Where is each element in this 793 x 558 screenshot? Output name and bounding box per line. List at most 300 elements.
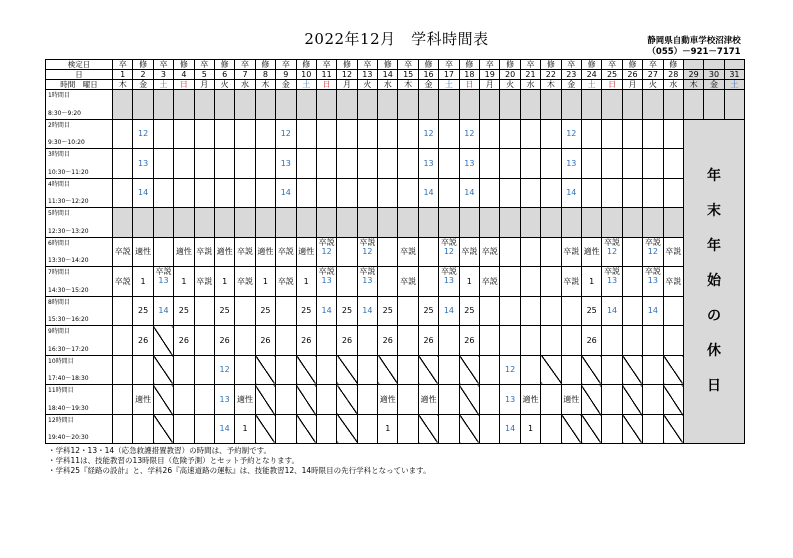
- jikan-label: 時間 曜日: [46, 80, 113, 90]
- lecture-label: 卒説: [359, 237, 376, 247]
- schedule-cell: [194, 208, 214, 238]
- weekday-row-cell: 水: [235, 80, 255, 90]
- schedule-cell: [500, 90, 520, 120]
- schedule-cell: [520, 237, 540, 267]
- schedule-cell: [459, 385, 479, 415]
- schedule-cell: 25: [133, 296, 153, 326]
- schedule-cell: [663, 149, 683, 179]
- schedule-cell: [643, 326, 663, 356]
- schedule-cell: [500, 296, 520, 326]
- schedule-cell: [520, 326, 540, 356]
- schedule-cell: 12: [276, 119, 296, 149]
- day-row-cell: 3: [153, 70, 173, 80]
- schedule-cell: 25: [255, 296, 275, 326]
- schedule-cell: [581, 149, 601, 179]
- period-label: [46, 296, 113, 326]
- weekday-row-cell: 火: [643, 80, 663, 90]
- period-time: 13:30～14:20: [48, 257, 89, 264]
- schedule-cell: 14: [357, 296, 377, 326]
- schedule-cell: [214, 90, 234, 120]
- schedule-cell: [174, 90, 194, 120]
- day-row-cell: 2: [133, 70, 153, 80]
- lecture-label: 卒説: [359, 267, 376, 276]
- school-phone: （055）－921－7171: [647, 47, 741, 57]
- schedule-cell: [480, 119, 500, 149]
- schedule-cell: 1: [235, 414, 255, 444]
- schedule-cell: [316, 90, 336, 120]
- period-name: 6時間目: [48, 239, 70, 247]
- period-time: 16:30～17:20: [48, 345, 89, 353]
- kentei-row-cell: 修: [663, 60, 683, 70]
- lecture-label: 卒説: [318, 237, 335, 247]
- schedule-cell: [520, 119, 540, 149]
- schedule-cell: [643, 237, 663, 267]
- schedule-cell: [316, 149, 336, 179]
- note-2: ・学科11は、技能教習の13時限目（危険予測）とセット予約となります。: [48, 456, 299, 465]
- day-row-cell: 4: [174, 70, 194, 80]
- lecture-label: 卒説: [318, 267, 335, 276]
- schedule-cell: [398, 296, 418, 326]
- schedule-cell: 13: [500, 385, 520, 415]
- schedule-cell: 26: [296, 326, 316, 356]
- schedule-cell: [235, 90, 255, 120]
- lecture-number: 12: [362, 246, 373, 256]
- lecture-label: 卒説: [604, 237, 621, 247]
- kentei-row-cell: 卒: [439, 60, 459, 70]
- schedule-cell: [316, 178, 336, 208]
- kentei-row-cell: 修: [459, 60, 479, 70]
- schedule-cell: [602, 119, 622, 149]
- schedule-cell: [480, 355, 500, 385]
- schedule-cell: [622, 326, 642, 356]
- schedule-cell: [113, 296, 133, 326]
- schedule-cell: [643, 119, 663, 149]
- schedule-cell: 卒説: [663, 267, 683, 297]
- period-name: 9時間目: [48, 328, 70, 335]
- schedule-cell: [602, 178, 622, 208]
- schedule-cell: [153, 149, 173, 179]
- schedule-cell: [378, 355, 398, 385]
- period-label: [46, 355, 113, 385]
- kentei-row-cell: 卒: [153, 60, 173, 70]
- schedule-cell: [398, 414, 418, 444]
- schedule-cell: 13: [459, 149, 479, 179]
- schedule-cell: [663, 355, 683, 385]
- period-time: 12:30～13:20: [48, 227, 89, 235]
- schedule-cell: [581, 355, 601, 385]
- schedule-cell: [194, 296, 214, 326]
- schedule-cell: [174, 414, 194, 444]
- schedule-cell: [480, 149, 500, 179]
- schedule-cell: [316, 267, 336, 297]
- period-row: [46, 208, 745, 238]
- schedule-cell: [133, 414, 153, 444]
- schedule-cell: [561, 208, 581, 238]
- kentei-row-cell: 修: [214, 60, 234, 70]
- schedule-cell: [622, 385, 642, 415]
- period-row: [46, 178, 745, 208]
- schedule-cell: [337, 90, 357, 120]
- schedule-cell: 25: [418, 296, 438, 326]
- weekday-row-cell: 火: [214, 80, 234, 90]
- schedule-cell: [622, 178, 642, 208]
- schedule-cell: [418, 237, 438, 267]
- weekday-row-cell: 日: [459, 80, 479, 90]
- lecture-label: 卒説: [440, 237, 457, 247]
- schedule-cell: [418, 208, 438, 238]
- schedule-cell: 1: [214, 267, 234, 297]
- period-time: 17:40～18:30: [48, 375, 89, 382]
- day-row-cell: 22: [541, 70, 561, 80]
- day-row-cell: 5: [194, 70, 214, 80]
- schedule-cell: [276, 414, 296, 444]
- schedule-cell: 14: [500, 414, 520, 444]
- closed-cell: [683, 90, 703, 120]
- schedule-cell: [480, 385, 500, 415]
- schedule-cell: [581, 90, 601, 120]
- day-row-cell: 1: [113, 70, 133, 80]
- schedule-cell: [255, 149, 275, 179]
- schedule-cell: [520, 90, 540, 120]
- schedule-cell: [113, 178, 133, 208]
- schedule-cell: [194, 90, 214, 120]
- schedule-cell: [316, 208, 336, 238]
- schedule-cell: [622, 208, 642, 238]
- schedule-cell: 卒説: [398, 267, 418, 297]
- schedule-cell: [581, 178, 601, 208]
- schedule-cell: [316, 414, 336, 444]
- schedule-cell: [153, 119, 173, 149]
- day-row-cell: 16: [418, 70, 438, 80]
- schedule-cell: [255, 355, 275, 385]
- period-label: [46, 119, 113, 149]
- weekday-row-cell: 日: [316, 80, 336, 90]
- schedule-cell: [500, 267, 520, 297]
- schedule-cell: [602, 385, 622, 415]
- schedule-cell: [520, 208, 540, 238]
- schedule-cell: [255, 385, 275, 415]
- schedule-cell: 卒説: [194, 267, 214, 297]
- schedule-cell: 卒説: [480, 237, 500, 267]
- period-row: [46, 119, 745, 149]
- kentei-row-cell: 卒: [561, 60, 581, 70]
- schedule-cell: [357, 414, 377, 444]
- kentei-row-cell: 卒: [520, 60, 540, 70]
- schedule-cell: [439, 414, 459, 444]
- schedule-cell: [418, 90, 438, 120]
- day-row-cell: 28: [663, 70, 683, 80]
- schedule-cell: [500, 178, 520, 208]
- weekday-row-cell: 金: [133, 80, 153, 90]
- period-row: [46, 355, 745, 385]
- kentei-row-cell: 修: [418, 60, 438, 70]
- weekday-row-cell: 土: [439, 80, 459, 90]
- schedule-cell: 13: [418, 149, 438, 179]
- weekday-row-cell: 土: [581, 80, 601, 90]
- day-row-cell: 23: [561, 70, 581, 80]
- schedule-cell: 14: [153, 296, 173, 326]
- schedule-cell: [622, 296, 642, 326]
- schedule-cell: [541, 149, 561, 179]
- schedule-cell: [622, 149, 642, 179]
- day-row-cell: 17: [439, 70, 459, 80]
- weekday-row-cell: 火: [500, 80, 520, 90]
- schedule-cell: [663, 385, 683, 415]
- holiday-char: 年: [707, 167, 722, 184]
- schedule-cell: [174, 385, 194, 415]
- period-label: [46, 178, 113, 208]
- school-name: 静岡県自動車学校沼津校: [647, 36, 741, 46]
- schedule-cell: 適性: [214, 237, 234, 267]
- schedule-cell: [398, 90, 418, 120]
- period-row: [46, 237, 745, 267]
- schedule-cell: [378, 149, 398, 179]
- schedule-cell: [113, 208, 133, 238]
- schedule-cell: [643, 208, 663, 238]
- holiday-char: 日: [707, 377, 722, 394]
- schedule-cell: [500, 119, 520, 149]
- day-row-cell: 15: [398, 70, 418, 80]
- weekday-row-cell: 水: [520, 80, 540, 90]
- schedule-cell: [337, 267, 357, 297]
- weekday-row-cell: 土: [724, 80, 744, 90]
- schedule-cell: [194, 119, 214, 149]
- kentei-row-cell: 修: [133, 60, 153, 70]
- schedule-cell: [418, 414, 438, 444]
- schedule-cell: [480, 208, 500, 238]
- schedule-cell: 卒説: [459, 237, 479, 267]
- schedule-cell: [174, 149, 194, 179]
- schedule-cell: [459, 355, 479, 385]
- weekday-row-cell: 日: [174, 80, 194, 90]
- kentei-row: [46, 60, 745, 70]
- schedule-cell: [520, 178, 540, 208]
- schedule-cell: [316, 355, 336, 385]
- weekday-row-cell: 金: [276, 80, 296, 90]
- schedule-cell: [480, 326, 500, 356]
- period-name: 2時間目: [48, 121, 70, 129]
- schedule-cell: [337, 385, 357, 415]
- schedule-cell: 適性: [133, 385, 153, 415]
- period-time: 8:30～9:20: [48, 109, 81, 117]
- schedule-cell: [113, 355, 133, 385]
- schedule-cell: [480, 90, 500, 120]
- schedule-cell: [398, 385, 418, 415]
- schedule-cell: [296, 119, 316, 149]
- weekday-row-cell: 木: [541, 80, 561, 90]
- timetable: [45, 59, 745, 444]
- schedule-cell: [133, 208, 153, 238]
- schedule-cell: [439, 208, 459, 238]
- schedule-cell: 卒説: [235, 237, 255, 267]
- period-time: 19:40～20:30: [48, 434, 89, 441]
- schedule-cell: 適性: [418, 385, 438, 415]
- schedule-cell: [113, 149, 133, 179]
- schedule-cell: [255, 208, 275, 238]
- schedule-cell: [153, 267, 173, 297]
- schedule-cell: [643, 355, 663, 385]
- schedule-cell: [663, 326, 683, 356]
- lecture-number: 13: [647, 276, 658, 285]
- period-name: 10時間目: [48, 357, 74, 365]
- lecture-number: 13: [606, 276, 618, 285]
- kentei-row-cell: 卒: [194, 60, 214, 70]
- schedule-cell: [418, 355, 438, 385]
- schedule-cell: [337, 178, 357, 208]
- schedule-cell: 25: [174, 296, 194, 326]
- schedule-cell: [500, 208, 520, 238]
- schedule-cell: [378, 237, 398, 267]
- lecture-label: 卒説: [155, 267, 172, 276]
- schedule-cell: [174, 355, 194, 385]
- schedule-cell: 13: [561, 149, 581, 179]
- period-name: 4時間目: [48, 180, 70, 188]
- schedule-cell: [643, 178, 663, 208]
- note-3: ・学科25『経路の設計』と、学科26『高速道路の運転』は、技能教習12、14時限目の先行学科となっています。: [48, 466, 431, 475]
- day-row-cell: 10: [296, 70, 316, 80]
- schedule-cell: [581, 208, 601, 238]
- weekday-row-cell: 月: [480, 80, 500, 90]
- schedule-cell: [398, 355, 418, 385]
- schedule-cell: 14: [459, 178, 479, 208]
- day-row-cell: 7: [235, 70, 255, 80]
- day-row-cell: 21: [520, 70, 540, 80]
- lecture-label: 卒説: [440, 267, 457, 276]
- schedule-cell: [398, 326, 418, 356]
- weekday-row-cell: 金: [418, 80, 438, 90]
- schedule-cell: [174, 119, 194, 149]
- schedule-cell: 1: [174, 267, 194, 297]
- kentei-row-cell: 修: [337, 60, 357, 70]
- schedule-cell: 卒説: [113, 237, 133, 267]
- schedule-cell: [113, 90, 133, 120]
- holiday-char: 末: [707, 202, 722, 219]
- schedule-cell: [541, 267, 561, 297]
- schedule-cell: [153, 385, 173, 415]
- weekday-row-cell: 木: [398, 80, 418, 90]
- schedule-cell: [439, 385, 459, 415]
- kentei-row-cell: 修: [255, 60, 275, 70]
- kentei-row-cell: 卒: [480, 60, 500, 70]
- schedule-cell: [296, 90, 316, 120]
- period-row: [46, 326, 745, 356]
- schedule-cell: [194, 149, 214, 179]
- schedule-cell: [153, 90, 173, 120]
- schedule-cell: [663, 178, 683, 208]
- schedule-cell: [643, 90, 663, 120]
- lecture-number: 12: [321, 246, 332, 256]
- kentei-row-cell: 卒: [276, 60, 296, 70]
- period-name: 5時間目: [48, 210, 70, 217]
- schedule-cell: [622, 414, 642, 444]
- schedule-cell: [520, 355, 540, 385]
- schedule-cell: [561, 355, 581, 385]
- schedule-cell: [602, 90, 622, 120]
- schedule-cell: 12: [500, 355, 520, 385]
- day-row-cell: 6: [214, 70, 234, 80]
- schedule-cell: 14: [643, 296, 663, 326]
- schedule-cell: 12: [133, 119, 153, 149]
- schedule-cell: [500, 237, 520, 267]
- schedule-cell: 14: [214, 414, 234, 444]
- schedule-cell: [378, 208, 398, 238]
- schedule-cell: [602, 414, 622, 444]
- schedule-cell: [255, 414, 275, 444]
- period-label: [46, 208, 113, 238]
- lecture-number: 12: [606, 246, 618, 256]
- schedule-cell: 13: [276, 149, 296, 179]
- schedule-cell: [357, 237, 377, 267]
- day-row-cell: 31: [724, 70, 744, 80]
- schedule-cell: [357, 119, 377, 149]
- schedule-cell: [602, 149, 622, 179]
- schedule-cell: [357, 90, 377, 120]
- notes: [48, 446, 431, 476]
- schedule-cell: 適性: [235, 385, 255, 415]
- holiday-char: 年: [707, 237, 722, 254]
- schedule-cell: [398, 149, 418, 179]
- schedule-cell: 26: [378, 326, 398, 356]
- schedule-cell: [316, 326, 336, 356]
- day-row-cell: 30: [704, 70, 724, 80]
- schedule-cell: [643, 149, 663, 179]
- schedule-cell: [541, 90, 561, 120]
- weekday-row-cell: 木: [683, 80, 703, 90]
- schedule-cell: 12: [214, 355, 234, 385]
- schedule-cell: [622, 90, 642, 120]
- schedule-cell: 14: [276, 178, 296, 208]
- schedule-cell: [602, 326, 622, 356]
- closed-cell: [704, 90, 724, 120]
- schedule-cell: [276, 385, 296, 415]
- schedule-cell: 26: [459, 326, 479, 356]
- schedule-cell: [378, 178, 398, 208]
- day-label: 日: [46, 70, 113, 80]
- kentei-row-cell: [724, 60, 744, 70]
- schedule-cell: [214, 149, 234, 179]
- schedule-cell: [581, 414, 601, 444]
- schedule-cell: 25: [214, 296, 234, 326]
- schedule-cell: 1: [520, 414, 540, 444]
- schedule-cell: [174, 208, 194, 238]
- schedule-cell: [316, 119, 336, 149]
- kentei-row-cell: [683, 60, 703, 70]
- schedule-cell: 26: [418, 326, 438, 356]
- schedule-cell: [276, 296, 296, 326]
- schedule-cell: 14: [316, 296, 336, 326]
- kentei-row-cell: 卒: [643, 60, 663, 70]
- schedule-cell: 卒説: [235, 267, 255, 297]
- schedule-cell: [153, 208, 173, 238]
- kentei-row-cell: 修: [500, 60, 520, 70]
- kentei-row-cell: 卒: [235, 60, 255, 70]
- schedule-cell: 卒説: [113, 267, 133, 297]
- period-row: [46, 296, 745, 326]
- schedule-cell: [296, 414, 316, 444]
- schedule-cell: [113, 326, 133, 356]
- weekday-row-cell: 水: [663, 80, 683, 90]
- day-row-cell: 8: [255, 70, 275, 80]
- schedule-cell: 1: [581, 267, 601, 297]
- period-row: [46, 385, 745, 415]
- day-row-cell: 27: [643, 70, 663, 80]
- schedule-cell: [296, 355, 316, 385]
- schedule-cell: 14: [602, 296, 622, 326]
- lecture-number: 13: [443, 276, 455, 285]
- schedule-cell: [194, 355, 214, 385]
- schedule-cell: [643, 267, 663, 297]
- period-time: 15:30～16:20: [48, 316, 89, 323]
